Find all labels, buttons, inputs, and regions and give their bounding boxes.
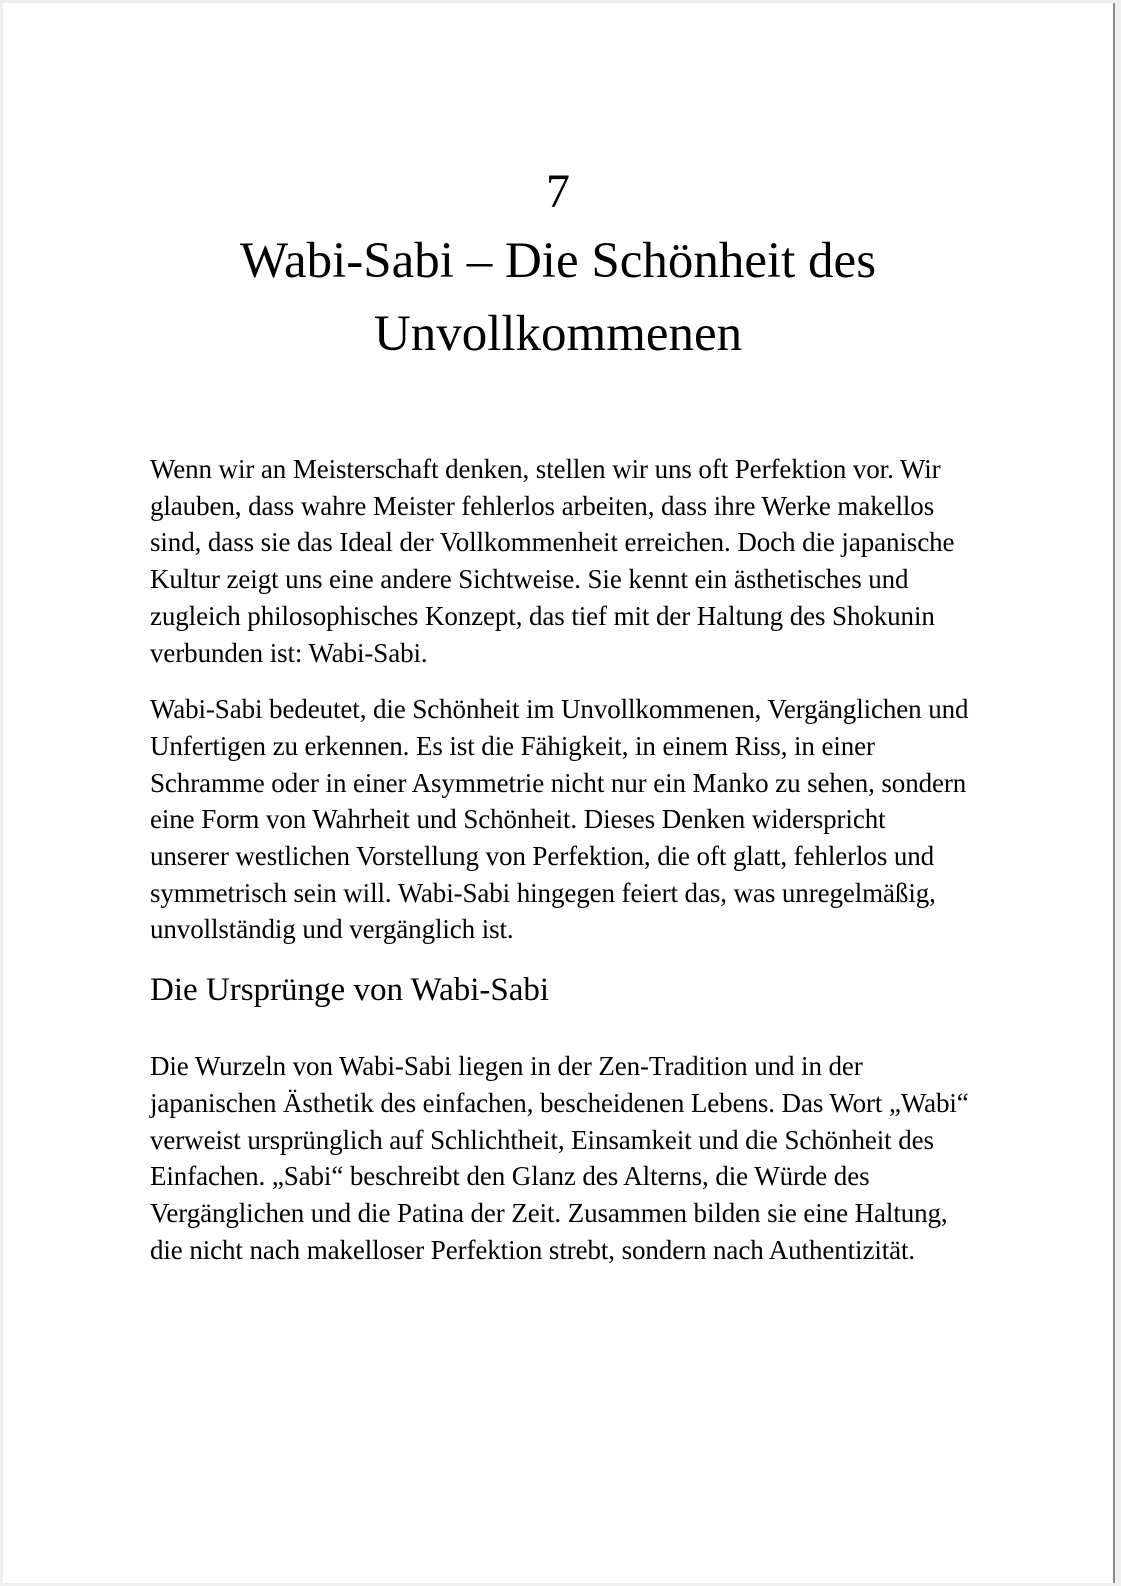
body-paragraph: Die Wurzeln von Wabi-Sabi liegen in der Zen-Tradition und in der japanischen Ästhetik des einfachen, bescheidenen Lebens. Das Wort „Wabi“ verweist ursprünglich auf Schlichtheit, Einsamkeit und die Schönheit des Einfachen. „Sabi“ beschreibt den Glanz des Alterns, die Würde des Vergänglichen und die Patina der Zeit. Zusammen bilden sie eine Haltung, die nicht nach makelloser Perfektion strebt, sondern nach Authentizität. <box>150 1051 969 1265</box>
chapter-title: Wabi-Sabi – Die Schönheit des Unvollkommenen <box>239 233 877 362</box>
body-paragraph: Wabi-Sabi bedeutet, die Schönheit im Unvollkommenen, Vergänglichen und Unfertigen zu erkennen. Es ist die Fähigkeit, in einem Riss, in einer Schramme oder in einer Asymmetrie nicht nur ein Manko zu sehen, sondern eine Form von Wahrheit und Schönheit. Dieses Denken widerspricht unserer westlichen Vorstellung von Perfektion, die oft glatt, fehlerlos und symmetrisch sein will. Wabi-Sabi hingegen feiert das, was unregelmäßig, unvollständig und vergänglich ist. <box>150 694 969 945</box>
chapter-header <box>3 163 1113 371</box>
chapter-number: 7 <box>546 165 570 218</box>
section-heading: Die Ursprünge von Wabi-Sabi <box>150 972 550 1009</box>
body-paragraph: Wenn wir an Meisterschaft denken, stellen wir uns oft Perfektion vor. Wir glauben, dass wahre Meister fehlerlos arbeiten, dass ihre Werke makellos sind, dass sie das Ideal der Vollkommenheit erreichen. Doch die japanische Kultur zeigt uns eine andere Sichtweise. Sie kennt ein ästhetisches und zugleich philosophisches Konzept, das tief mit der Haltung des Shokunin verbunden ist: Wabi-Sabi. <box>150 454 955 668</box>
chapter-body <box>150 451 970 1288</box>
document-page <box>3 3 1115 1583</box>
